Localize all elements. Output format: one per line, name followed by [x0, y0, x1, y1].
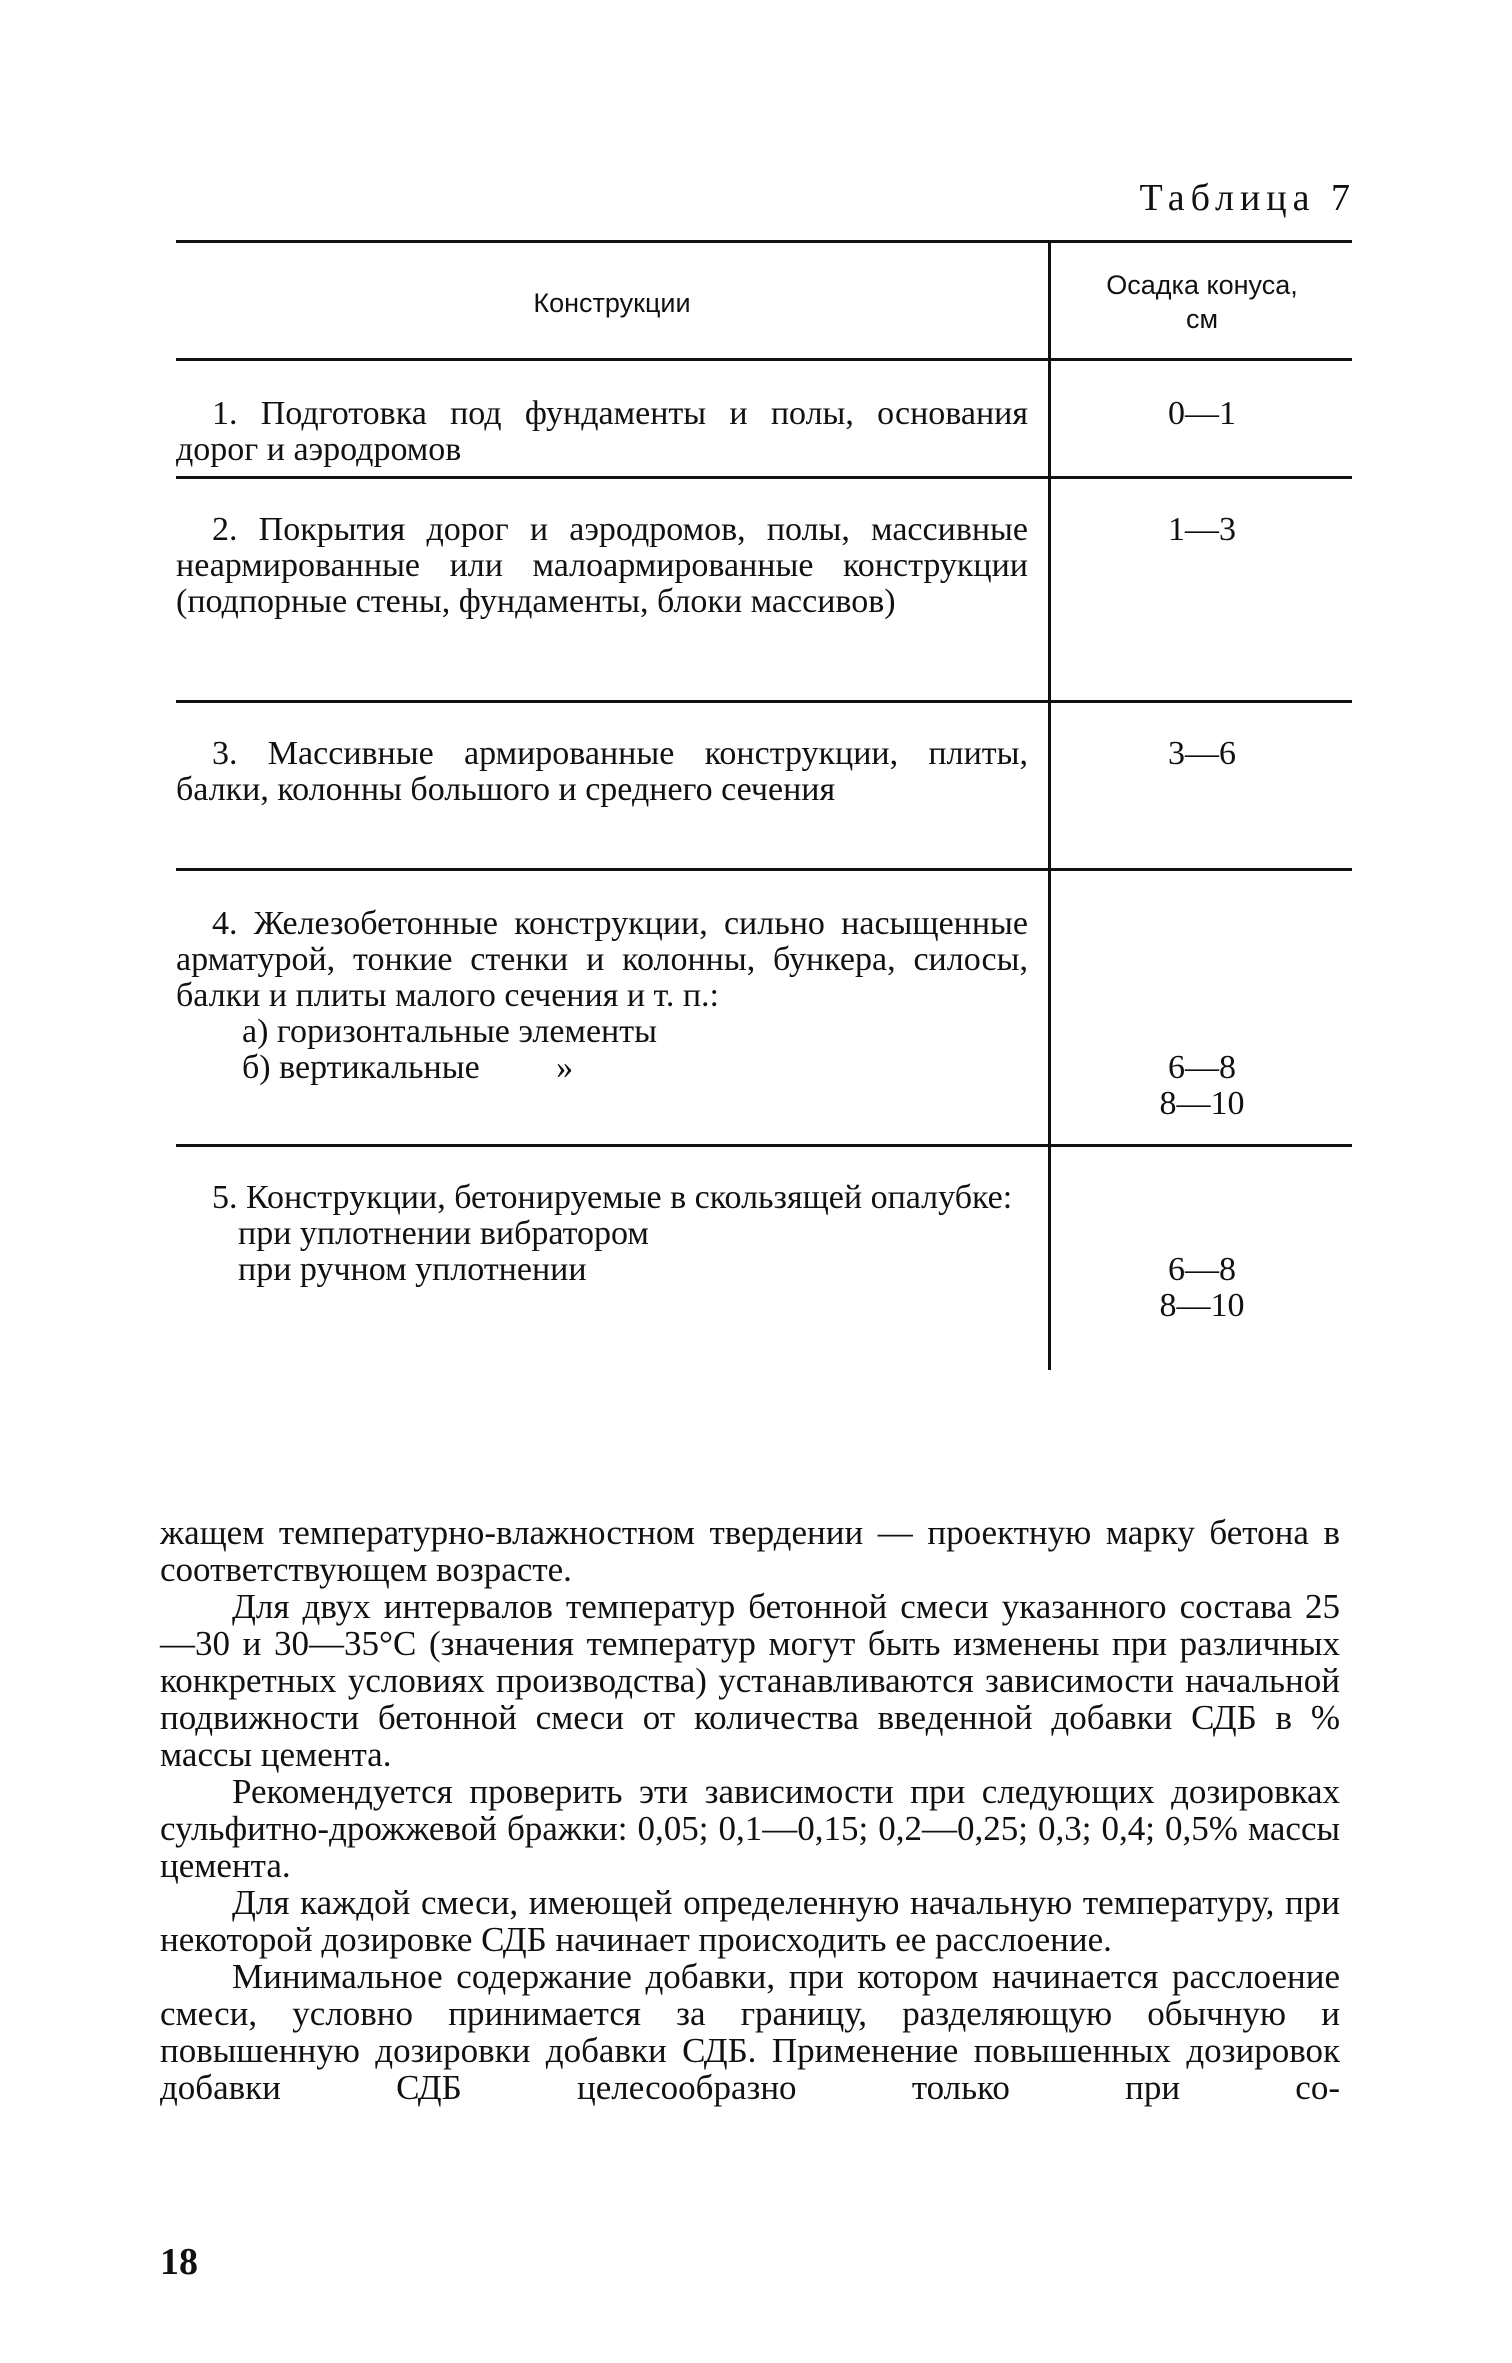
- row-sub-label: при ручном уплотнении: [238, 1251, 587, 1288]
- header-slump-line1: Осадка конуса,: [1106, 270, 1298, 300]
- paragraph: Для каждой смеси, имеющей определенную начальную температуру, при некоторой дозировке СДБ начинает происходить ее расслоение.: [160, 1883, 1340, 1959]
- row-divider: [176, 1144, 1352, 1147]
- table-row-4a-value: 6—8: [1168, 1049, 1236, 1086]
- header-constructions: Конструкции: [533, 288, 691, 318]
- column-divider: [1048, 240, 1051, 358]
- table-row-5-text: [176, 1180, 1028, 1288]
- table-top-rule: [176, 240, 1352, 243]
- row-sub-label: при уплотнении вибратором: [238, 1215, 649, 1252]
- row-divider: [176, 868, 1352, 871]
- table-caption: Таблица 7: [1139, 177, 1356, 219]
- row-sub-label: а) горизонтальные элементы: [242, 1013, 657, 1050]
- table-row-5a-value: 6—8: [1168, 1251, 1236, 1288]
- row-sub-label: б) вертикальные »: [242, 1049, 574, 1086]
- body-text: [160, 1514, 1340, 2106]
- row-description: 3. Массивные армированные конструкции, плиты, балки, колонны большого и среднего сечения: [176, 735, 1028, 808]
- row-divider: [176, 700, 1352, 703]
- header-slump-line2: см: [1185, 304, 1219, 334]
- table-row-3-text: [176, 736, 1028, 808]
- row-description: 5. Конструкции, бетонируемые в скользящей опалубке:: [212, 1179, 1013, 1216]
- row-description: 4. Железобетонные конструкции, сильно насыщенные арматурой, тонкие стенки и колонны, бункера, силосы, балки и плиты малого сечения и т. п.:: [176, 905, 1028, 1014]
- row-description: 1. Подготовка под фундаменты и полы, основания дорог и аэродромов: [176, 395, 1028, 468]
- paragraph: жащем температурно-влажностном твердении — проектную марку бетона в соответствующем возрасте.: [160, 1513, 1340, 1589]
- table-row-4-text: [176, 906, 1028, 1086]
- header-slump: [1052, 268, 1352, 336]
- row-divider: [176, 476, 1352, 479]
- header-rule: [176, 358, 1352, 361]
- table-row-2-text: [176, 512, 1028, 620]
- paragraph: Минимальное содержание добавки, при котором начинается расслоение смеси, условно принимается за границу, разделяющую обычную и повышенную дозировки добавки СДБ. Применение повышенных дозировок добавки СДБ целесообразно только при со-: [160, 1957, 1340, 2107]
- table-row-2-value: 1—3: [1168, 511, 1236, 548]
- table-row-3-value: 3—6: [1168, 735, 1236, 772]
- page-number: 18: [160, 2241, 198, 2283]
- table-row-5b-value: 8—10: [1159, 1287, 1245, 1324]
- table-row-4b-value: 8—10: [1159, 1085, 1245, 1122]
- table-row-1-value: 0—1: [1168, 395, 1236, 432]
- paragraph: Для двух интервалов температур бетонной смеси указанного состава 25—30 и 30—35°С (значения температур могут быть изменены при различных конкретных условиях производства) устанавливаются зависимости начальной подвижности бетонной смеси от количества введенной добавки СДБ в % массы цемента.: [160, 1587, 1340, 1774]
- paragraph: Рекомендуется проверить эти зависимости при следующих дозировках сульфитно-дрожжевой бражки: 0,05; 0,1—0,15; 0,2—0,25; 0,3; 0,4; 0,5% массы цемента.: [160, 1772, 1340, 1885]
- column-divider: [1048, 358, 1051, 1370]
- slump-table: [176, 240, 1352, 1370]
- table-row-1-text: [176, 396, 1028, 468]
- row-description: 2. Покрытия дорог и аэродромов, полы, массивные неармированные или малоармированные конструкции (подпорные стены, фундаменты, блоки массивов): [176, 511, 1028, 620]
